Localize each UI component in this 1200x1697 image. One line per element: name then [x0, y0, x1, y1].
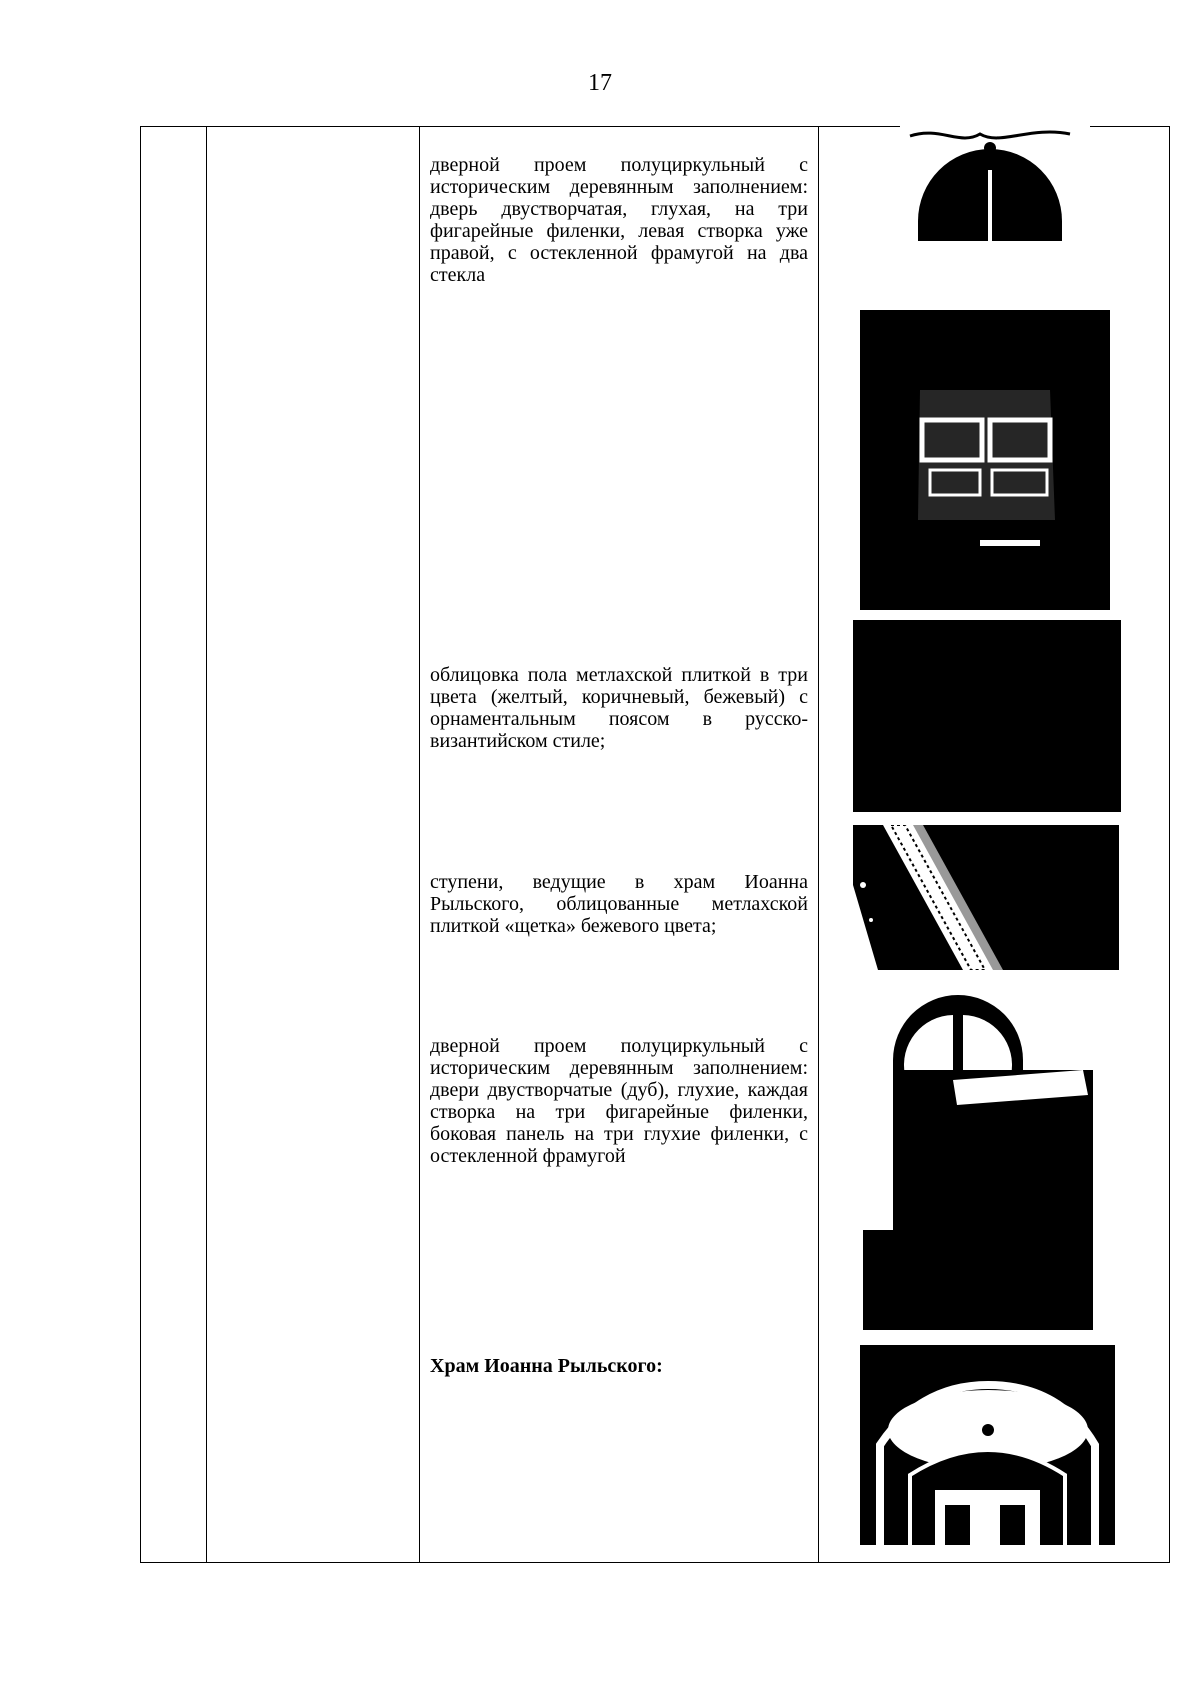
description-door-arched-1: дверной проем полуциркульный с историческим деревянным заполнением: дверь двустворчатая, глухая, на три фигарейные филенки, левая створка уже правой, с остекленной фрамугой на два стекла	[430, 154, 808, 286]
photo-steps	[853, 825, 1119, 970]
photo-church-interior	[860, 1345, 1115, 1545]
page-number: 17	[588, 70, 612, 96]
column-divider	[206, 126, 207, 1563]
column-divider	[818, 126, 819, 1563]
photo-arched-transom	[900, 126, 1090, 246]
photo-doorway	[860, 310, 1110, 610]
description-steps: ступени, ведущие в храм Иоанна Рыльского, облицованные метлахской плиткой «щетка» бежевого цвета;	[430, 871, 808, 937]
section-heading-church: Храм Иоанна Рыльского:	[430, 1355, 663, 1377]
description-door-arched-2: дверной проем полуциркульный с историческим деревянным заполнением: двери двустворчатые (дуб), глухие, каждая створка на три фигарейные филенки, боковая панель на три глухие филенки, с остекленной фрамугой	[430, 1035, 808, 1167]
column-divider	[419, 126, 420, 1563]
photo-floor-tiles	[853, 620, 1121, 812]
photo-arched-door	[853, 980, 1119, 1330]
description-floor-tiles: облицовка пола метлахской плиткой в три цвета (желтый, коричневый, бежевый) с орнаментальным поясом в русско-византийском стиле;	[430, 664, 808, 752]
